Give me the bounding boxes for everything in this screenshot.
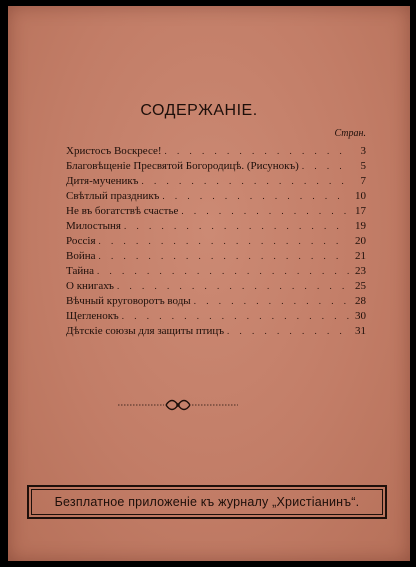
toc-entry-title: Свѣтлый праздникъ [66, 190, 160, 202]
decorative-ornament-icon [118, 398, 238, 412]
toc-entry-page: 28 [355, 295, 366, 307]
toc-entry [66, 264, 366, 279]
page-column-header: Стран. [334, 128, 366, 139]
toc-entry [66, 204, 366, 219]
dot-leader [117, 279, 349, 294]
toc-entry-title: Война [66, 250, 96, 262]
toc-entry-page: 25 [355, 280, 366, 292]
toc-entry-title: Дитя-мученикъ [66, 175, 139, 187]
toc-entry-page: 30 [355, 310, 366, 322]
dot-leader [97, 264, 349, 279]
toc-entry-title: Не въ богатствѣ счастье [66, 205, 179, 217]
toc-entry-title: Благовѣщеніе Пресвятой Богородицѣ. (Рисунокъ) [66, 160, 299, 172]
dot-leader [227, 324, 349, 339]
toc-entry [66, 174, 366, 189]
toc-entry [66, 279, 366, 294]
dot-leader [122, 309, 349, 324]
toc-entry-page: 3 [360, 145, 366, 157]
book-page [8, 6, 410, 561]
toc-entry-title: Христосъ Воскресе! [66, 145, 162, 157]
toc-entry [66, 324, 366, 339]
supplement-banner [27, 485, 387, 519]
toc-entry-page: 5 [360, 160, 366, 172]
toc-entry-page: 10 [355, 190, 366, 202]
toc-entry-page: 19 [355, 220, 366, 232]
toc-entry-title: Щегленокъ [66, 310, 119, 322]
toc-entry-page: 21 [355, 250, 366, 262]
dot-leader [141, 174, 349, 189]
supplement-notice: Безплатное приложеніе къ журналу „Христіанинъ“. [54, 495, 360, 509]
toc-entry-title: Вѣчный круговоротъ воды [66, 295, 191, 307]
toc-entry-title: Тайна [66, 265, 94, 277]
toc-entry [66, 294, 366, 309]
toc-entry [66, 234, 366, 249]
dot-leader [194, 294, 349, 309]
dot-leader [99, 249, 350, 264]
toc-entry-title: Милостыня [66, 220, 121, 232]
toc-entry-page: 17 [355, 205, 366, 217]
toc-entry-page: 20 [355, 235, 366, 247]
toc-entry-title: Россія [66, 235, 96, 247]
page-title: СОДЕРЖАНІЕ. [140, 102, 258, 119]
toc-entry [66, 189, 366, 204]
dot-leader [302, 159, 349, 174]
toc-entry [66, 159, 366, 174]
dot-leader [99, 234, 350, 249]
table-of-contents [66, 144, 366, 339]
toc-entry [66, 309, 366, 324]
toc-entry-page: 31 [355, 325, 366, 337]
dot-leader [181, 204, 349, 219]
dot-leader [124, 219, 349, 234]
toc-entry-title: О книгахъ [66, 280, 114, 292]
toc-entry-title: Дѣтскіе союзы для защиты птицъ [66, 325, 225, 337]
dot-leader [165, 144, 349, 159]
dot-leader [162, 189, 349, 204]
toc-entry-page: 7 [360, 175, 366, 187]
toc-entry-page: 23 [355, 265, 366, 277]
toc-entry [66, 144, 366, 159]
toc-entry [66, 249, 366, 264]
toc-entry [66, 219, 366, 234]
